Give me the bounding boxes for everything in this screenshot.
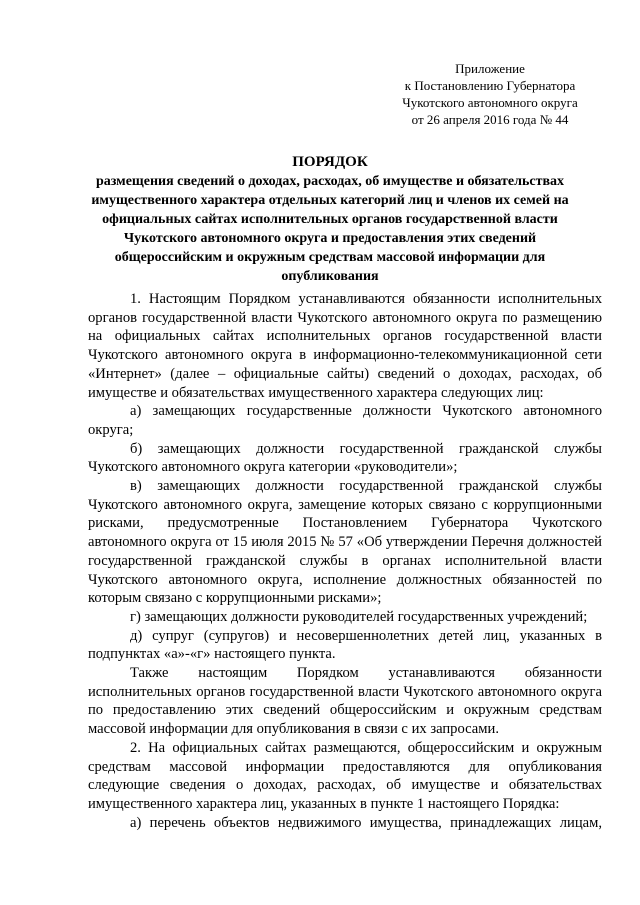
appendix-block [390,60,590,128]
title-line: имущественного характера отдельных категорий лиц и членов их семей на [91,193,569,208]
appendix-line: к Постановлению Губернатора [404,78,576,93]
title-line: размещения сведений о доходах, расходах, об имуществе и обязательствах [95,174,565,189]
paragraph-2a: а) перечень объектов недвижимого имущества, принадлежащих лицам, [130,814,602,831]
paragraph-1g: г) замещающих должности руководителей государственных учреждений; [130,608,588,625]
paragraph-1d: д) супруг (супругов) и несовершеннолетних детей лиц, указанных в подпунктах «а»-«г» настоящего пункта. [88,627,602,663]
document-title [60,153,600,286]
document-body [88,290,602,832]
title-heading: ПОРЯДОК [292,154,368,170]
appendix-line: Чукотского автономного округа [402,95,578,110]
paragraph-1: 1. Настоящим Порядком устанавливаются обязанности исполнительных органов государственной власти Чукотского автономного округа по размещению на официальных сайтах исполнительных органов государственной власти Чукотского автономного округа в информационно-телекоммуникационной сети «Интернет» (далее – официальные сайты) сведений о доходах, расходах, об имуществе и обязательствах имущественного характера следующих лиц: [88,291,602,401]
title-line: Чукотского автономного округа и предоставления этих сведений [123,231,537,246]
title-line: общероссийским и окружным средствам массовой информации для [114,250,546,265]
paragraph-also: Также настоящим Порядком устанавливаются обязанности исполнительных органов государственной власти Чукотского автономного округа по предоставлению этих сведений общероссийским и окружным средствам массовой информации для опубликования в связи с их запросами. [88,665,602,738]
paragraph-2: 2. На официальных сайтах размещаются, общероссийским и окружным средствам массовой информации предоставляются для опубликования следующие сведения о доходах, расходах, об имуществе и обязательствах имущественного характера лиц, указанных в пункте 1 настоящего Порядка: [88,739,602,812]
paragraph-1b: б) замещающих должности государственной гражданской службы Чукотского автономного округа категории «руководители»; [88,440,602,476]
paragraph-1a: а) замещающих государственные должности Чукотского автономного округа; [88,403,602,438]
paragraph-1v: в) замещающих должности государственной гражданской службы Чукотского автономного округа, замещение которых связано с коррупционными рисками, предусмотренные Постановлением Губернатора Чукотского автономного округа от 15 июля 2015 № 57 «Об утверждении Перечня должностей государственной гражданской службы в органах исполнительной власти Чукотского автономного округа, исполнение должностных обязанностей по которым связано с коррупционными рисками»; [88,478,602,607]
appendix-line: от 26 апреля 2016 года № 44 [411,112,569,127]
appendix-line: Приложение [455,61,525,76]
title-line: официальных сайтах исполнительных органов государственной власти [102,212,558,227]
title-line: опубликования [281,269,379,284]
